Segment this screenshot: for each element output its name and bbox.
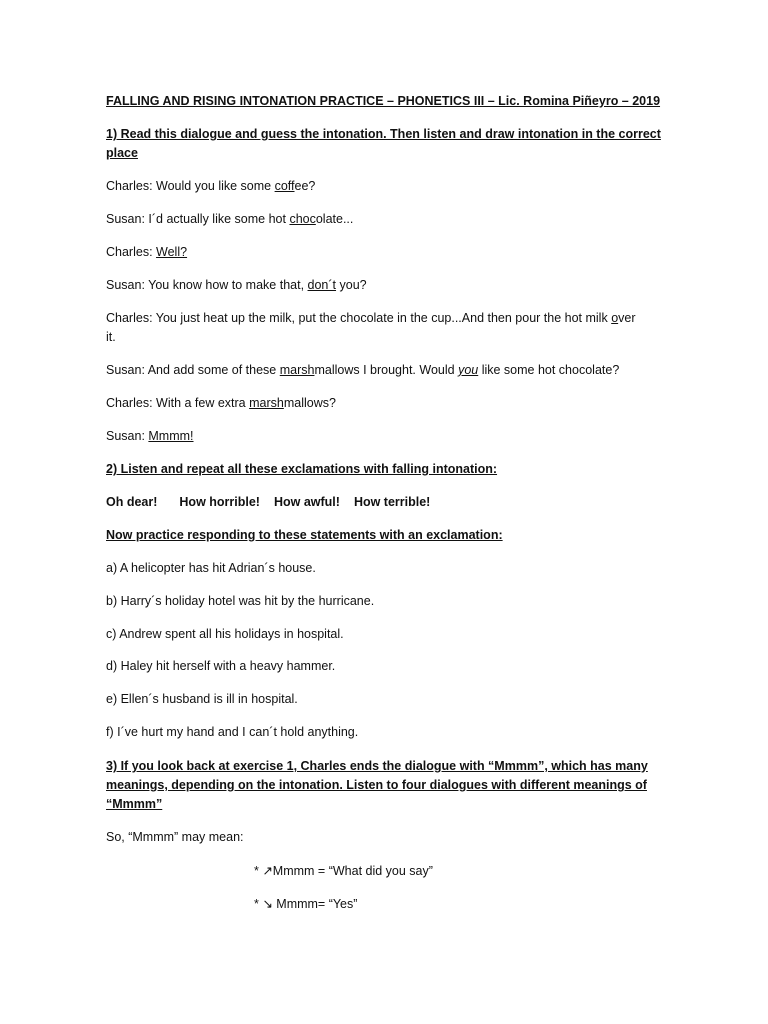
exclamation: Oh dear! [106, 495, 158, 509]
dialogue-text: mallows? [283, 396, 336, 410]
exclamation: How awful! [273, 495, 340, 509]
dialogue-text: Charles: Would you like some [106, 179, 275, 193]
statement-item: c) Andrew spent all his holidays in hospital. [106, 627, 344, 641]
dialogue-text: ee? [294, 179, 316, 193]
meaning-item-falling: * ↘ Mmmm= “Yes” [254, 897, 358, 911]
statement-item: b) Harry´s holiday hotel was hit by the hurricane. [106, 594, 375, 608]
dialogue-text: Susan: You know how to make that, [106, 278, 308, 292]
statement-item: a) A helicopter has hit Adrian´s house. [106, 561, 316, 575]
dialogue-line [106, 242, 187, 262]
dialogue-text: mallows I brought. Would [314, 363, 459, 377]
exercise-3-heading-line-1: 3) If you look back at exercise 1, Charles ends the dialogue with “Mmmm”, which has many [106, 759, 648, 773]
exercise-1-heading-line-1: 1) Read this dialogue and guess the intonation. Then listen and draw intonation in the correct [106, 127, 661, 141]
dialogue-text: Charles: [106, 245, 157, 259]
dialogue-line-continuation: it. [106, 330, 116, 344]
exercise-3-heading-line-2: meanings, depending on the intonation. Listen to four dialogues with different meanings of [106, 778, 647, 792]
dialogue-text: you? [336, 278, 367, 292]
statement-item: e) Ellen´s husband is ill in hospital. [106, 692, 298, 706]
dialogue-text: ver [618, 311, 636, 325]
exercise-3-intro: So, “Mmmm” may mean: [106, 830, 244, 844]
dialogue-line [106, 176, 315, 196]
dialogue-text: Susan: And add some of these [106, 363, 280, 377]
meaning-item-rising: * ↗Mmmm = “What did you say” [254, 864, 433, 878]
stressed-syllable: marsh [249, 396, 284, 410]
stressed-syllable: Mmmm! [148, 429, 194, 443]
statement-item: f) I´ve hurt my hand and I can´t hold anything. [106, 725, 359, 739]
stressed-syllable: Well? [156, 245, 188, 259]
dialogue-text: like some hot chocolate? [478, 363, 620, 377]
exercise-2-heading: 2) Listen and repeat all these exclamations with falling intonation: [106, 462, 498, 476]
stressed-syllable: don´t [307, 278, 337, 292]
stressed-syllable: choc [289, 212, 316, 226]
dialogue-text: olate... [315, 212, 354, 226]
dialogue-line [106, 308, 636, 328]
stressed-word: you [458, 363, 479, 377]
dialogue-line [106, 275, 367, 295]
exercise-2-subheading: Now practice responding to these statements with an exclamation: [106, 528, 503, 542]
dialogue-line [106, 426, 194, 446]
dialogue-text: Charles: With a few extra [106, 396, 250, 410]
exercise-1-heading-line-2: place [106, 146, 138, 160]
stressed-syllable: o [611, 311, 619, 325]
exclamation: How terrible! [353, 495, 431, 509]
stressed-syllable: marsh [279, 363, 315, 377]
statement-item: d) Haley hit herself with a heavy hammer. [106, 659, 336, 673]
dialogue-line [106, 360, 619, 380]
dialogue-text: Susan: I´d actually like some hot [106, 212, 290, 226]
document-title: FALLING AND RISING INTONATION PRACTICE – PHONETICS III – Lic. Romina Piñeyro – 2019 [106, 94, 661, 108]
exercise-3-heading-line-3: “Mmmm” [106, 797, 163, 811]
stressed-syllable: coff [274, 179, 295, 193]
exclamation: How horrible! [179, 495, 260, 509]
dialogue-line [106, 209, 353, 229]
exclamations-row [106, 492, 430, 512]
dialogue-line [106, 393, 336, 413]
dialogue-text: Charles: You just heat up the milk, put the chocolate in the cup...And then pour the hot milk [106, 311, 612, 325]
dialogue-text: Susan: [106, 429, 149, 443]
